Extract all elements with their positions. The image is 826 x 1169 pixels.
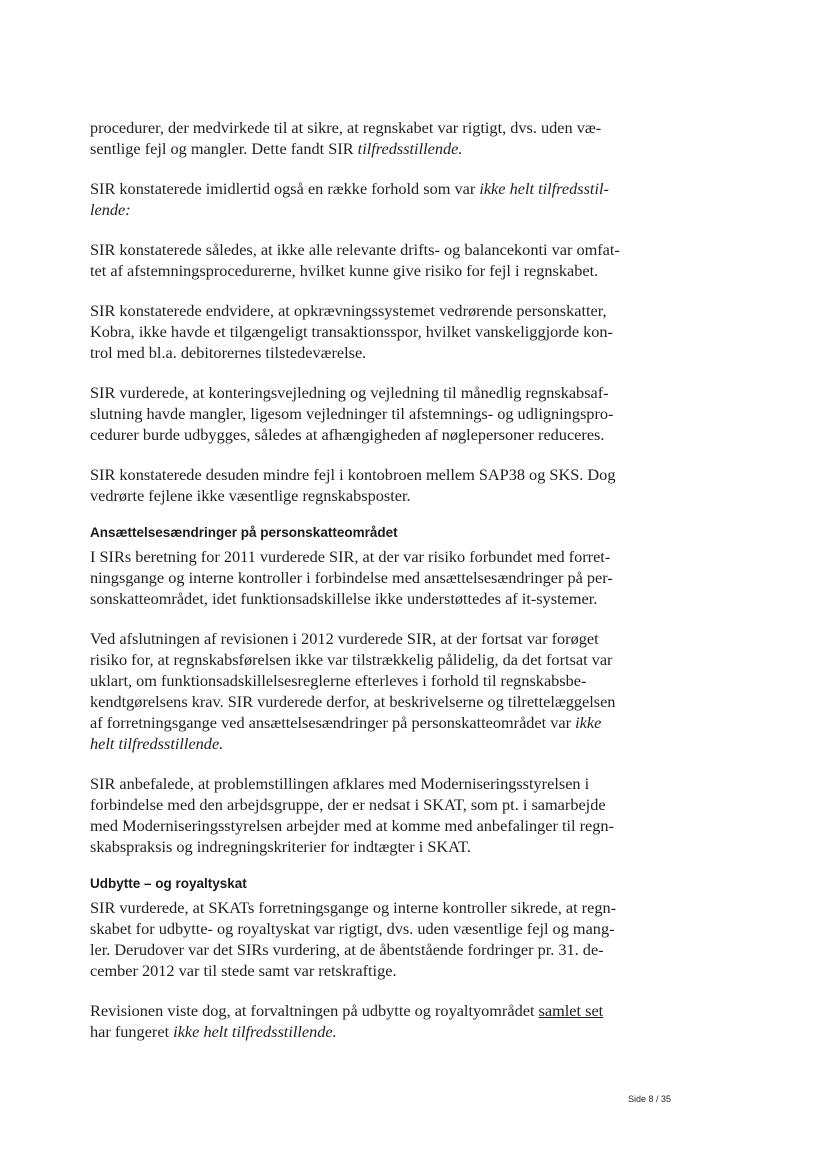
- text-line: [90, 712, 622, 733]
- text-line: [90, 485, 622, 506]
- text-segment: I SIRs beretning for 2011 vurderede SIR, at der var risiko forbundet med forret-: [90, 547, 611, 566]
- text-line: [90, 918, 622, 939]
- text-line: [90, 382, 622, 403]
- text-segment: ler. Derudover var det SIRs vurdering, at de åbentstående fordringer pr. 31. de-: [90, 940, 604, 959]
- text-line: [90, 464, 622, 485]
- text-segment: risiko for, at regnskabsførelsen ikke var tilstrækkelig pålidelig, da det fortsat var: [90, 650, 613, 669]
- text-line: [90, 649, 622, 670]
- underlined-text: samlet set: [538, 1001, 604, 1020]
- text-segment: tet af afstemningsprocedurerne, hvilket kunne give risiko for fejl i regnskabet.: [90, 261, 599, 280]
- text-line: [90, 794, 622, 815]
- text-segment: SIR konstaterede desuden mindre fejl i kontobroen mellem SAP38 og SKS. Dog: [90, 465, 616, 484]
- emphasis-text: ikke helt tilfredsstillende.: [173, 1022, 337, 1041]
- paragraph: [90, 773, 622, 857]
- paragraph: [90, 178, 622, 220]
- text-segment: forbindelse med den arbejdsgruppe, der er nedsat i SKAT, som pt. i samarbejde: [90, 795, 606, 814]
- text-segment: af forretningsgange ved ansættelsesændringer på personskatteområdet var: [90, 713, 576, 732]
- text-line: [90, 260, 622, 281]
- text-line: [90, 733, 622, 754]
- text-line: [90, 939, 622, 960]
- document-body: [90, 117, 622, 1061]
- text-line: [90, 300, 622, 321]
- paragraph: [90, 1000, 622, 1042]
- text-line: [90, 424, 622, 445]
- text-segment: slutning havde mangler, ligesom vejledninger til afstemnings- og udligningspro-: [90, 404, 614, 423]
- paragraph: [90, 117, 622, 159]
- text-segment: SIR konstaterede imidlertid også en række forhold som var: [90, 179, 480, 198]
- text-segment: cember 2012 var til stede samt var retskraftige.: [90, 961, 397, 980]
- paragraph: [90, 546, 622, 609]
- text-segment: Ved afslutningen af revisionen i 2012 vurderede SIR, at der fortsat var forøget: [90, 629, 599, 648]
- text-line: [90, 567, 622, 588]
- text-segment: procedurer, der medvirkede til at sikre, at regnskabet var rigtigt, dvs. uden væ-: [90, 118, 602, 137]
- emphasis-text: tilfredsstillende.: [357, 139, 463, 158]
- text-line: [90, 403, 622, 424]
- text-segment: Revisionen viste dog, at forvaltningen på udbytte og royaltyområdet: [90, 1001, 539, 1020]
- text-segment: SIR vurderede, at SKATs forretningsgange og interne kontroller sikrede, at regn-: [90, 898, 617, 917]
- emphasis-text: ikke helt tilfredsstil-: [479, 179, 609, 198]
- text-line: [90, 836, 622, 857]
- text-segment: uklart, om funktionsadskillelsesreglerne efterleves i forhold til regnskabsbe-: [90, 671, 587, 690]
- text-segment: sonskatteområdet, idet funktionsadskillelse ikke understøttedes af it-systemer.: [90, 589, 598, 608]
- text-line: [90, 960, 622, 981]
- paragraph: [90, 382, 622, 445]
- text-line: [90, 178, 622, 199]
- text-line: [90, 138, 622, 159]
- paragraph: [90, 300, 622, 363]
- text-line: [90, 773, 622, 794]
- text-segment: skabspraksis og indregningskriterier for indtægter i SKAT.: [90, 837, 471, 856]
- text-line: [90, 588, 622, 609]
- text-line: [90, 546, 622, 567]
- text-line: [90, 342, 622, 363]
- text-segment: ningsgange og interne kontroller i forbindelse med ansættelsesændringer på per-: [90, 568, 613, 587]
- text-line: [90, 1021, 622, 1042]
- paragraph: [90, 897, 622, 981]
- emphasis-text: helt tilfredsstillende.: [90, 734, 224, 753]
- text-segment: Kobra, ikke havde et tilgængeligt transaktionsspor, hvilket vanskeliggjorde kon-: [90, 322, 613, 341]
- text-line: [90, 628, 622, 649]
- text-segment: med Moderniseringsstyrelsen arbejder med at komme med anbefalinger til regn-: [90, 816, 614, 835]
- paragraph: [90, 239, 622, 281]
- text-segment: SIR konstaterede således, at ikke alle relevante drifts- og balancekonti var omfat-: [90, 240, 620, 259]
- text-line: [90, 691, 622, 712]
- text-segment: SIR vurderede, at konteringsvejledning og vejledning til månedlig regnskabsaf-: [90, 383, 609, 402]
- emphasis-text: ikke: [575, 713, 602, 732]
- text-segment: cedurer burde udbygges, således at afhængigheden af nøglepersoner reduceres.: [90, 425, 605, 444]
- text-segment: SIR konstaterede endvidere, at opkrævningssystemet vedrørende personskatter,: [90, 301, 607, 320]
- text-line: [90, 1000, 622, 1021]
- text-segment: SIR anbefalede, at problemstillingen afklares med Moderniseringsstyrelsen i: [90, 774, 590, 793]
- text-line: [90, 897, 622, 918]
- paragraph: [90, 628, 622, 754]
- page-number: Side 8 / 35: [628, 1094, 672, 1104]
- text-segment: kendtgørelsens krav. SIR vurderede derfor, at beskrivelserne og tilrettelæggelsen: [90, 692, 616, 711]
- text-line: [90, 199, 622, 220]
- text-segment: skabet for udbytte- og royaltyskat var rigtigt, dvs. uden væsentlige fejl og mang-: [90, 919, 615, 938]
- text-line: [90, 815, 622, 836]
- text-line: [90, 670, 622, 691]
- section-heading: Ansættelsesændringer på personskatteområdet: [90, 525, 398, 540]
- text-segment: vedrørte fejlene ikke væsentlige regnskabsposter.: [90, 486, 411, 505]
- text-segment: har fungeret: [90, 1022, 174, 1041]
- text-segment: trol med bl.a. debitorernes tilstedeværelse.: [90, 343, 367, 362]
- text-line: [90, 321, 622, 342]
- paragraph: [90, 464, 622, 506]
- section-heading: Udbytte – og royaltyskat: [90, 876, 247, 891]
- emphasis-text: lende:: [90, 200, 131, 219]
- text-segment: sentlige fejl og mangler. Dette fandt SIR: [90, 139, 358, 158]
- text-line: [90, 117, 622, 138]
- text-line: [90, 239, 622, 260]
- page-footer: [628, 1094, 671, 1105]
